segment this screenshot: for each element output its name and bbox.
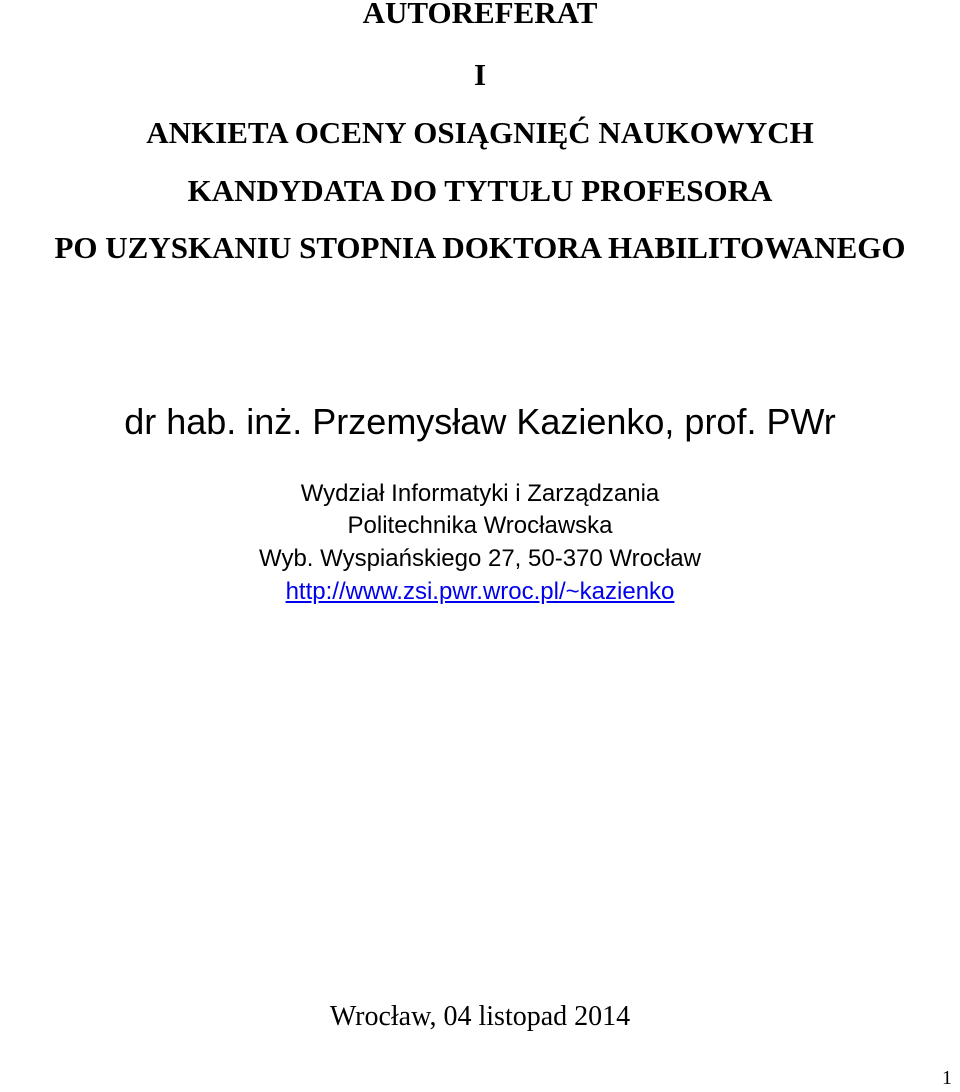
affiliation-address: Wyb. Wyspiańskiego 27, 50-370 Wrocław: [259, 545, 701, 572]
title-line-degree: PO UZYSKANIU STOPNIA DOKTORA HABILITOWANEGO: [54, 230, 906, 265]
author-name: dr hab. inż. Przemysław Kazienko, prof. PWr: [124, 401, 836, 442]
affiliation-faculty: Wydział Informatyki i Zarządzania: [300, 480, 660, 507]
title-line-autoreferat: AUTOREFERAT: [362, 0, 598, 30]
affiliation-university: Politechnika Wrocławska: [347, 512, 613, 539]
title-line-candidate: KANDYDATA DO TYTUŁU PROFESORA: [187, 173, 773, 208]
homepage-link-line: [0, 580, 960, 604]
title-line-conjunction: I: [473, 57, 487, 92]
page-number: 1: [942, 1067, 952, 1089]
place-and-date: Wrocław, 04 listopad 2014: [329, 1001, 631, 1032]
homepage-link[interactable]: http://www.zsi.pwr.wroc.pl/~kazienko: [285, 578, 675, 605]
title-line-survey: ANKIETA OCENY OSIĄGNIĘĆ NAUKOWYCH: [146, 115, 814, 150]
